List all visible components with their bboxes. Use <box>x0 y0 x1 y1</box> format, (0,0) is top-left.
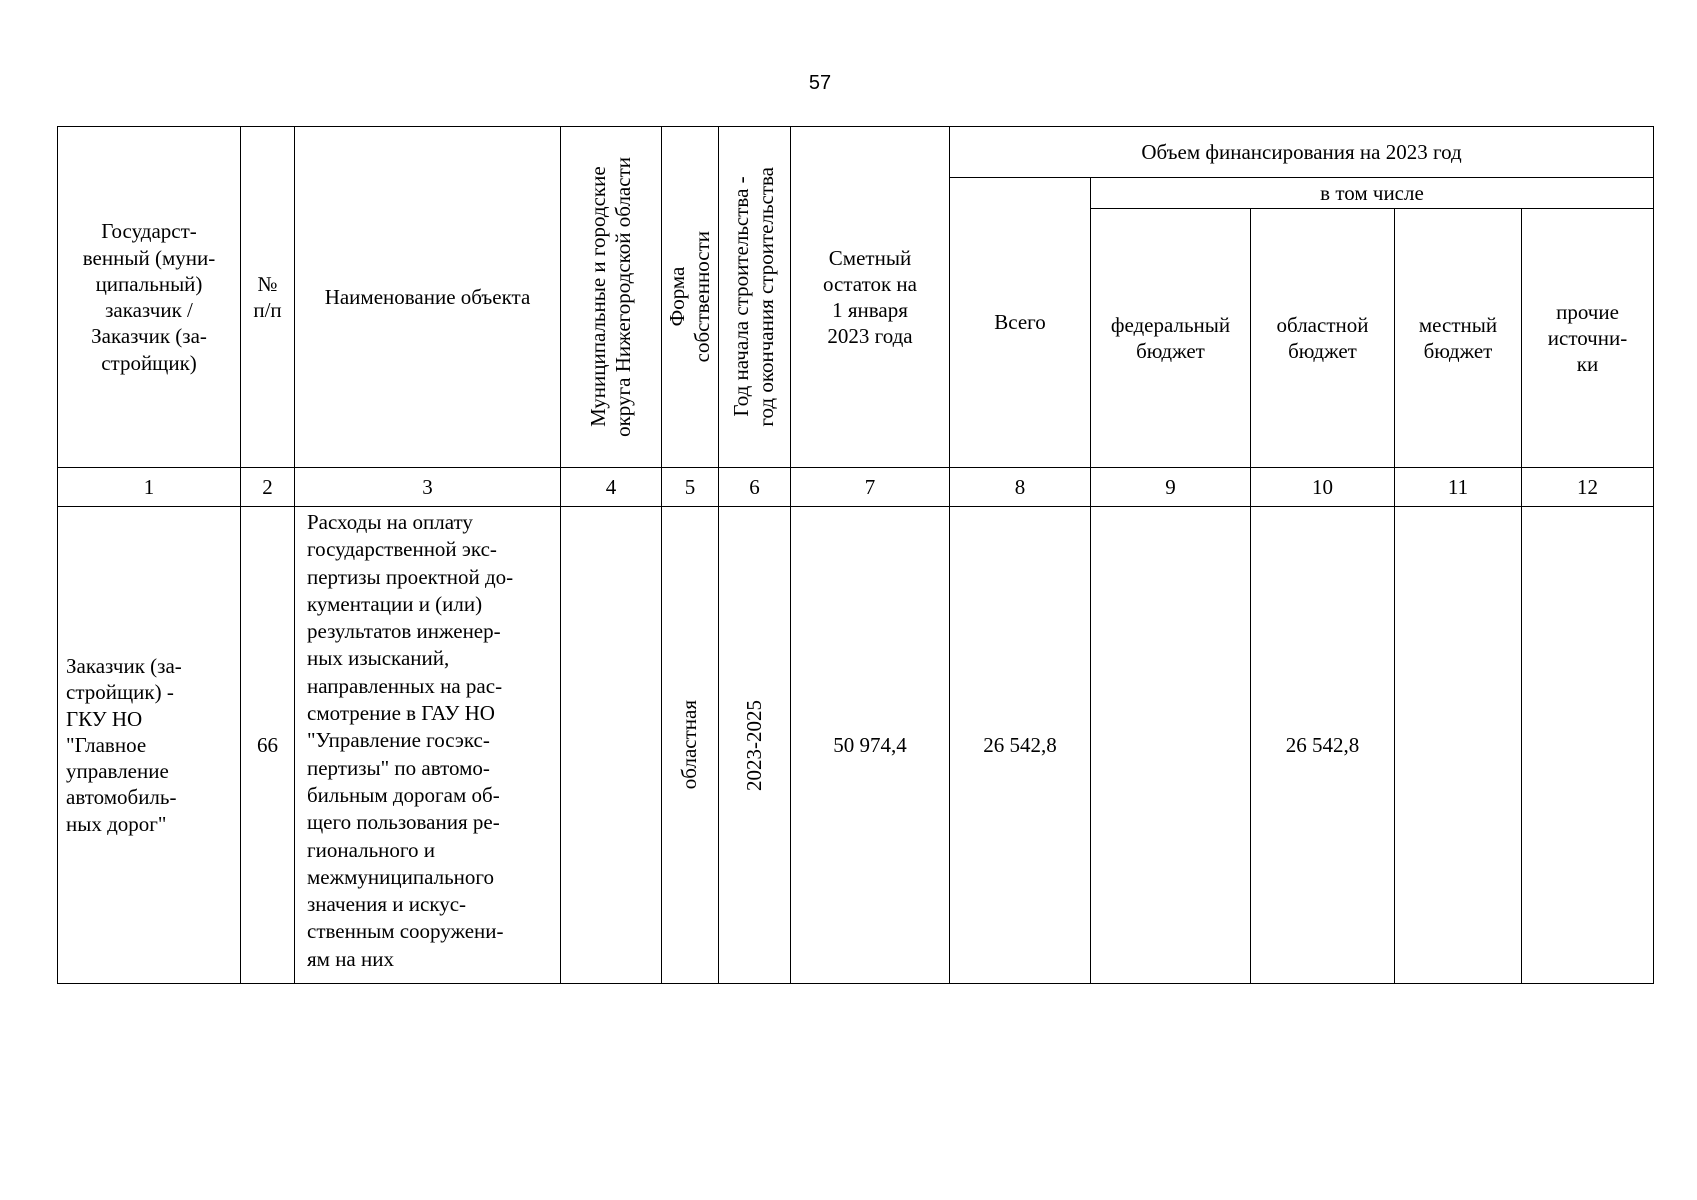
cell-object-name: Расходы на оплату государственной экс- пертизы проектной до- кументации и (или) результатов инженер- ных изысканий, направленных на рас- смотрение в ГАУ НО "Управление госэкс- пертизы" по автомо- бильным дорогам об- щего пользования ре- гионального и межмуниципального значения и искус- ственным сооружени- ям на них <box>295 507 561 984</box>
column-number: 4 <box>561 468 662 507</box>
column-numbers-row <box>58 468 1654 507</box>
column-number: 8 <box>950 468 1091 507</box>
header-customer: Государст- венный (муни- ципальный) заказчик / Заказчик (за- стройщик) <box>58 127 241 468</box>
financing-table <box>57 126 1654 984</box>
column-number: 12 <box>1522 468 1654 507</box>
column-number: 1 <box>58 468 241 507</box>
header-financing-group: Объем финансирования на 2023 год <box>950 127 1654 178</box>
column-number: 11 <box>1395 468 1522 507</box>
cell-ownership: областная <box>662 507 719 984</box>
header-municipality: Муниципальные и городские округа Нижегородской области <box>561 127 662 468</box>
header-number: № п/п <box>241 127 295 468</box>
cell-municipality <box>561 507 662 984</box>
cell-customer: Заказчик (за- стройщик) - ГКУ НО "Главное управление автомобиль- ных дорог" <box>58 507 241 984</box>
header-estimate-remainder: Сметный остаток на 1 января 2023 года <box>791 127 950 468</box>
cell-federal <box>1091 507 1251 984</box>
header-row-1 <box>58 127 1654 178</box>
column-number: 2 <box>241 468 295 507</box>
column-number: 7 <box>791 468 950 507</box>
cell-local <box>1395 507 1522 984</box>
header-other: прочие источни- ки <box>1522 209 1654 468</box>
cell-regional: 26 542,8 <box>1251 507 1395 984</box>
header-object-name: Наименование объекта <box>295 127 561 468</box>
header-federal: федеральный бюджет <box>1091 209 1251 468</box>
column-number: 10 <box>1251 468 1395 507</box>
cell-years: 2023-2025 <box>719 507 791 984</box>
header-total: Всего <box>950 178 1091 468</box>
table-row <box>58 507 1654 984</box>
cell-estimate-remainder: 50 974,4 <box>791 507 950 984</box>
cell-other <box>1522 507 1654 984</box>
column-number: 9 <box>1091 468 1251 507</box>
column-number: 6 <box>719 468 791 507</box>
column-number: 5 <box>662 468 719 507</box>
column-number: 3 <box>295 468 561 507</box>
header-local: местный бюджет <box>1395 209 1522 468</box>
header-ownership: Форма собственности <box>662 127 719 468</box>
cell-total: 26 542,8 <box>950 507 1091 984</box>
header-including: в том числе <box>1091 178 1654 209</box>
header-years: Год начала строительства - год окончания строительства <box>719 127 791 468</box>
page-number: 57 <box>808 72 832 94</box>
header-regional: областной бюджет <box>1251 209 1395 468</box>
cell-number: 66 <box>241 507 295 984</box>
